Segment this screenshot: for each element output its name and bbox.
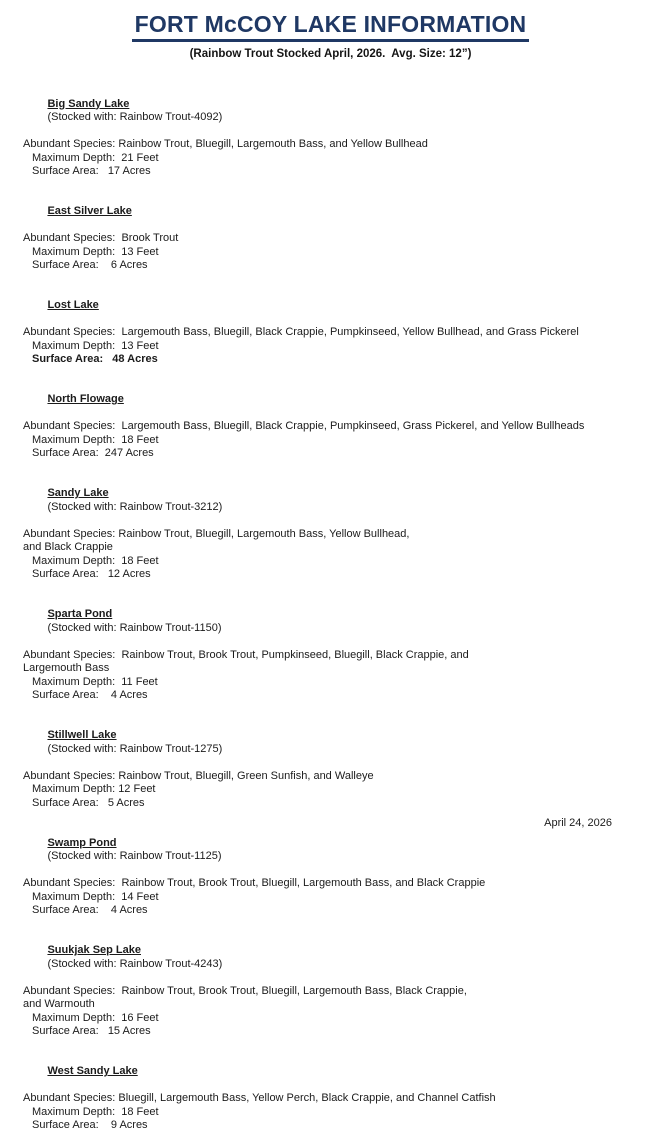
abundant-species-line: Abundant Species: Rainbow Trout, Brook Trout, Bluegill, Largemouth Bass, Black Crappie, xyxy=(23,984,467,997)
lake-name: Lost Lake xyxy=(47,299,99,311)
abundant-species-line: Abundant Species: Largemouth Bass, Bluegill, Black Crappie, Pumpkinseed, Yellow Bullhead, and Grass Pickerel xyxy=(23,326,579,338)
maximum-depth-line: Maximum Depth: 16 Feet xyxy=(32,1011,159,1024)
lake-name: North Flowage xyxy=(47,393,124,405)
lake-name: Big Sandy Lake xyxy=(47,97,130,110)
lake-section-north-flowage xyxy=(23,380,638,461)
lake-section-big-sandy xyxy=(23,84,638,179)
maximum-depth-line: Maximum Depth: 13 Feet xyxy=(32,245,159,258)
surface-area-line: Surface Area: 6 Acres xyxy=(32,259,148,271)
surface-area-line: Surface Area: 15 Acres xyxy=(32,1025,151,1037)
page-subtitle: (Rainbow Trout Stocked April, 2026. Avg. Size: 12”) xyxy=(189,48,472,60)
header xyxy=(23,11,638,60)
lake-section-west-sandy xyxy=(23,1052,638,1133)
surface-area-line: Surface Area: 5 Acres xyxy=(32,796,145,809)
abundant-species-line: Abundant Species: Bluegill, Largemouth Bass, Yellow Perch, Black Crappie, and Channel Catfish xyxy=(23,1092,496,1104)
maximum-depth-line: Maximum Depth: 18 Feet xyxy=(32,1105,159,1118)
surface-area-line: Surface Area: 48 Acres xyxy=(32,353,158,365)
lake-section-stillwell-lake xyxy=(23,716,638,811)
abundant-species-line: Abundant Species: Rainbow Trout, Bluegill, Largemouth Bass, and Yellow Bullhead xyxy=(23,138,428,150)
surface-area-line: Surface Area: 9 Acres xyxy=(32,1119,148,1131)
lake-name: West Sandy Lake xyxy=(47,1065,138,1077)
lake-section-sparta-pond xyxy=(23,595,638,703)
maximum-depth-line: Maximum Depth: 18 Feet xyxy=(32,554,159,567)
lake-name: Swamp Pond xyxy=(47,836,117,849)
abundant-species-line: Abundant Species: Largemouth Bass, Bluegill, Black Crappie, Pumpkinseed, Grass Pickerel, and Yellow Bullheads xyxy=(23,420,585,432)
lake-name: Sparta Pond xyxy=(47,608,113,620)
maximum-depth-line: Maximum Depth: 11 Feet xyxy=(32,675,158,688)
abundant-species-line: Abundant Species: Rainbow Trout, Brook Trout, Pumpkinseed, Bluegill, Black Crappie, and xyxy=(23,648,469,661)
surface-area-line: Surface Area: 4 Acres xyxy=(32,904,148,916)
page-title: FORT McCOY LAKE INFORMATION xyxy=(132,11,530,42)
abundant-species-line: Abundant Species: Rainbow Trout, Brook Trout, Bluegill, Largemouth Bass, and Black Crappie xyxy=(23,877,486,889)
surface-area-line: Surface Area: 4 Acres xyxy=(32,689,148,701)
footer-date: April 24, 2026 xyxy=(544,817,612,829)
abundant-species-continued: Largemouth Bass xyxy=(23,662,110,674)
maximum-depth-line: Maximum Depth: 14 Feet xyxy=(32,890,159,903)
surface-area-line: Surface Area: 247 Acres xyxy=(32,447,154,459)
stocked-info: (Stocked with: Rainbow Trout-1275) xyxy=(47,742,223,755)
lake-section-suukjak-sep xyxy=(23,931,638,1039)
lake-name: Sandy Lake xyxy=(47,487,109,499)
lake-name: Stillwell Lake xyxy=(47,729,117,741)
abundant-species-line: Abundant Species: Brook Trout xyxy=(23,232,179,244)
stocked-info: (Stocked with: Rainbow Trout-3212) xyxy=(47,500,223,513)
abundant-species-line: Abundant Species: Rainbow Trout, Bluegill, Largemouth Bass, Yellow Bullhead, xyxy=(23,527,410,540)
lake-section-sandy-lake xyxy=(23,474,638,582)
surface-area-line: Surface Area: 12 Acres xyxy=(32,568,151,580)
abundant-species-continued: and Warmouth xyxy=(23,998,95,1010)
stocked-info: (Stocked with: Rainbow Trout-4092) xyxy=(47,111,223,123)
lake-name: Suukjak Sep Lake xyxy=(47,944,141,956)
stocked-info: (Stocked with: Rainbow Trout-1150) xyxy=(47,621,222,634)
abundant-species-continued: and Black Crappie xyxy=(23,541,113,553)
surface-area-line: Surface Area: 17 Acres xyxy=(32,165,151,177)
abundant-species-line: Abundant Species: Rainbow Trout, Bluegill, Green Sunfish, and Walleye xyxy=(23,769,374,782)
lake-section-lost-lake xyxy=(23,286,638,367)
lake-list xyxy=(23,84,638,1133)
lake-name: East Silver Lake xyxy=(47,205,132,217)
maximum-depth-line: Maximum Depth: 13 Feet xyxy=(32,339,159,352)
stocked-info: (Stocked with: Rainbow Trout-4243) xyxy=(47,957,223,970)
maximum-depth-line: Maximum Depth: 18 Feet xyxy=(32,433,159,446)
lake-section-east-silver xyxy=(23,192,638,273)
maximum-depth-line: Maximum Depth: 21 Feet xyxy=(32,151,159,164)
lake-section-swamp-pond xyxy=(23,823,638,918)
stocked-info: (Stocked with: Rainbow Trout-1125) xyxy=(47,850,222,862)
maximum-depth-line: Maximum Depth: 12 Feet xyxy=(32,783,156,795)
